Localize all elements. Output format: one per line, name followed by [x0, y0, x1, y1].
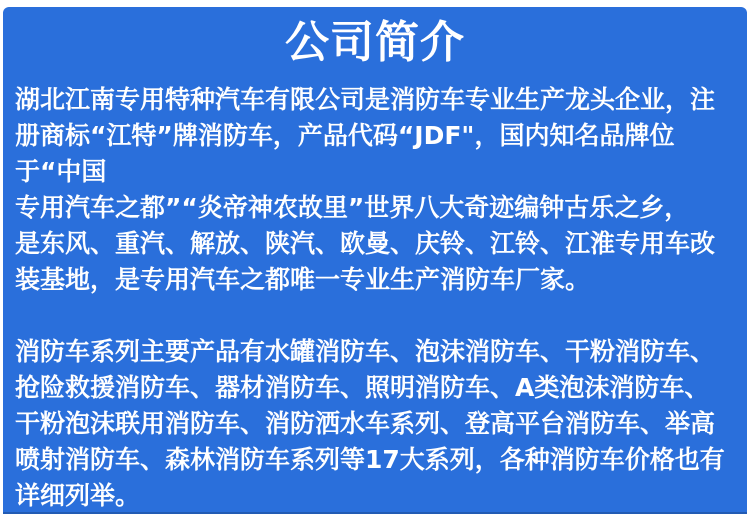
paragraph-line: 于“中国 — [15, 157, 107, 186]
paragraph-line: 是东风、重汽、解放、陕汽、欧曼、庆铃、江铃、江淮专用车改 — [15, 229, 716, 258]
paragraph-line: 专用汽车之都”“炎帝神农故里”世界八大奇迹编钟古乐之乡， — [15, 193, 690, 222]
product-series-paragraph — [15, 334, 735, 514]
paragraph-line: 喷射消防车、森林消防车系列等17大系列，各种消防车价格也有 — [15, 445, 725, 474]
company-intro-text — [3, 82, 747, 514]
intro-paragraph-1 — [15, 82, 735, 298]
paragraph-line: 册商标“江特”牌消防车，产品代码“JDF"，国内知名品牌位 — [15, 121, 675, 150]
paragraph-line: 消防车系列主要产品有水罐消防车、泡沫消防车、干粉消防车、 — [15, 337, 716, 366]
paragraph-line: 湖北江南专用特种汽车有限公司是消防车专业生产龙头企业，注 — [15, 85, 716, 114]
company-intro-panel — [3, 7, 747, 514]
page-title: 公司简介 — [285, 17, 465, 68]
paragraph-line: 抢险救援消防车、器材消防车、照明消防车、A类泡沫消防车、 — [15, 373, 710, 402]
paragraph-line: 详细列举。 — [15, 481, 141, 510]
paragraph-line: 装基地，是专用汽车之都唯一专业生产消防车厂家。 — [15, 265, 591, 294]
paragraph-line: 干粉泡沫联用消防车、消防洒水车系列、登高平台消防车、举高 — [15, 409, 716, 438]
